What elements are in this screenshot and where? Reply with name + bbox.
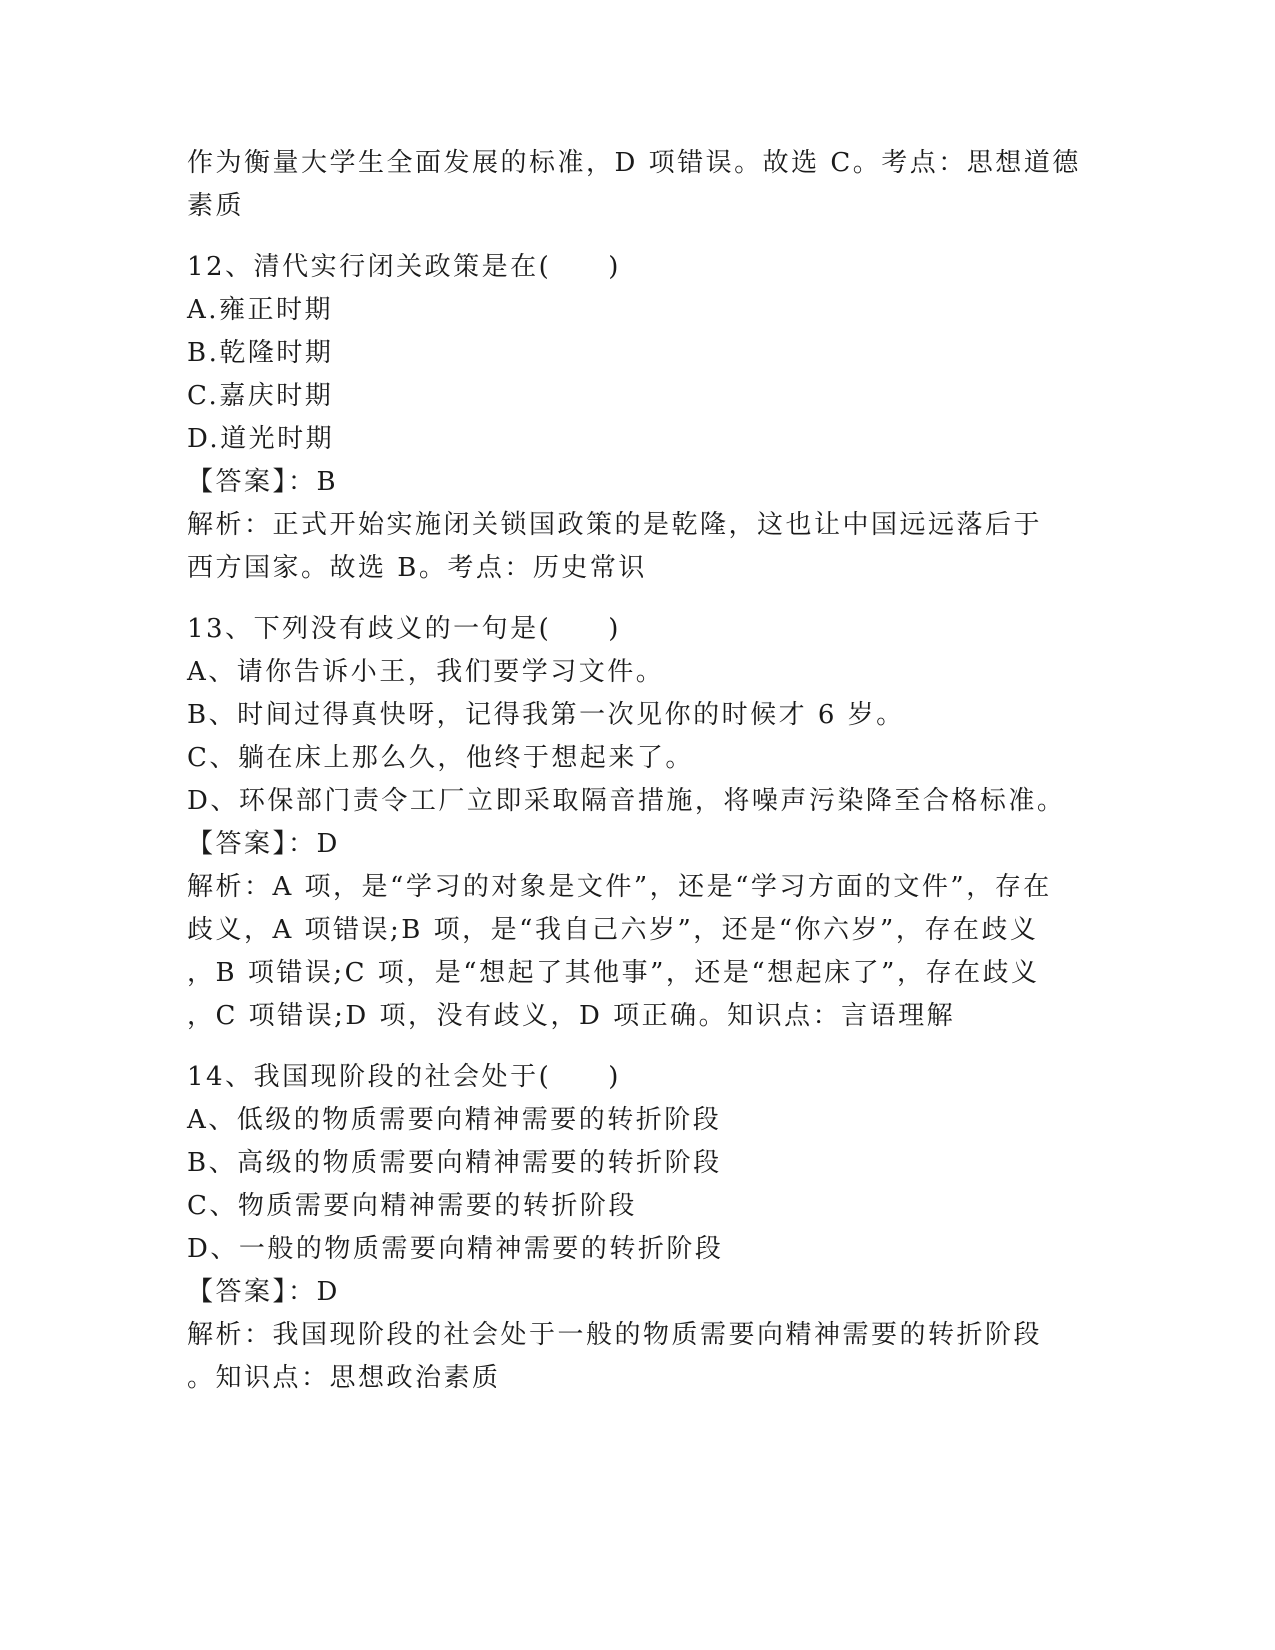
analysis-line: 歧义，A 项错误;B 项，是“我自己六岁”，还是“你六岁”，存在歧义: [187, 915, 1039, 945]
option-c: C、躺在床上那么久，他终于想起来了。: [187, 743, 694, 773]
analysis-line: 西方国家。故选 B。考点：历史常识: [187, 553, 647, 583]
option-d: D.道光时期: [187, 424, 335, 454]
spacer: [187, 1038, 1087, 1056]
question-13: [187, 608, 1087, 1038]
analysis-line: 解析：A 项，是“学习的对象是文件”，还是“学习方面的文件”，存在: [187, 872, 1052, 902]
option-b: B、高级的物质需要向精神需要的转折阶段: [187, 1148, 722, 1178]
analysis-line: ，B 项错误;C 项，是“想起了其他事”，还是“想起床了”，存在歧义: [187, 958, 1040, 988]
text-line: 作为衡量大学生全面发展的标准，D 项错误。故选 C。考点：思想道德: [187, 148, 1081, 178]
option-d: D、一般的物质需要向精神需要的转折阶段: [187, 1234, 724, 1264]
question-stem: 12、清代实行闭关政策是在( ): [187, 252, 621, 282]
continuation-text: [187, 142, 1087, 228]
analysis-line: 解析：我国现阶段的社会处于一般的物质需要向精神需要的转折阶段: [187, 1320, 1043, 1350]
question-14: [187, 1056, 1087, 1400]
option-a: A、请你告诉小王，我们要学习文件。: [187, 657, 665, 687]
answer-line: 【答案】：D: [187, 1277, 340, 1307]
spacer: [187, 590, 1087, 608]
question-12: [187, 246, 1087, 590]
spacer: [187, 228, 1087, 246]
option-c: C.嘉庆时期: [187, 381, 334, 411]
analysis-line: 解析：正式开始实施闭关锁国政策的是乾隆，这也让中国远远落后于: [187, 510, 1043, 540]
option-c: C、物质需要向精神需要的转折阶段: [187, 1191, 637, 1221]
option-a: A.雍正时期: [187, 295, 334, 325]
question-stem: 13、下列没有歧义的一句是( ): [187, 614, 621, 644]
analysis-line: ，C 项错误;D 项，没有歧义，D 项正确。知识点：言语理解: [187, 1001, 956, 1031]
document-page: [187, 142, 1087, 1400]
analysis-line: 。知识点：思想政治素质: [187, 1363, 501, 1393]
option-b: B、时间过得真快呀，记得我第一次见你的时候才 6 岁。: [187, 700, 905, 730]
option-a: A、低级的物质需要向精神需要的转折阶段: [187, 1105, 722, 1135]
question-stem: 14、我国现阶段的社会处于( ): [187, 1062, 621, 1092]
option-d: D、环保部门责令工厂立即采取隔音措施，将噪声污染降至合格标准。: [187, 786, 1066, 816]
answer-line: 【答案】：B: [187, 467, 339, 497]
option-b: B.乾隆时期: [187, 338, 334, 368]
answer-line: 【答案】：D: [187, 829, 340, 859]
text-line: 素质: [187, 191, 245, 221]
